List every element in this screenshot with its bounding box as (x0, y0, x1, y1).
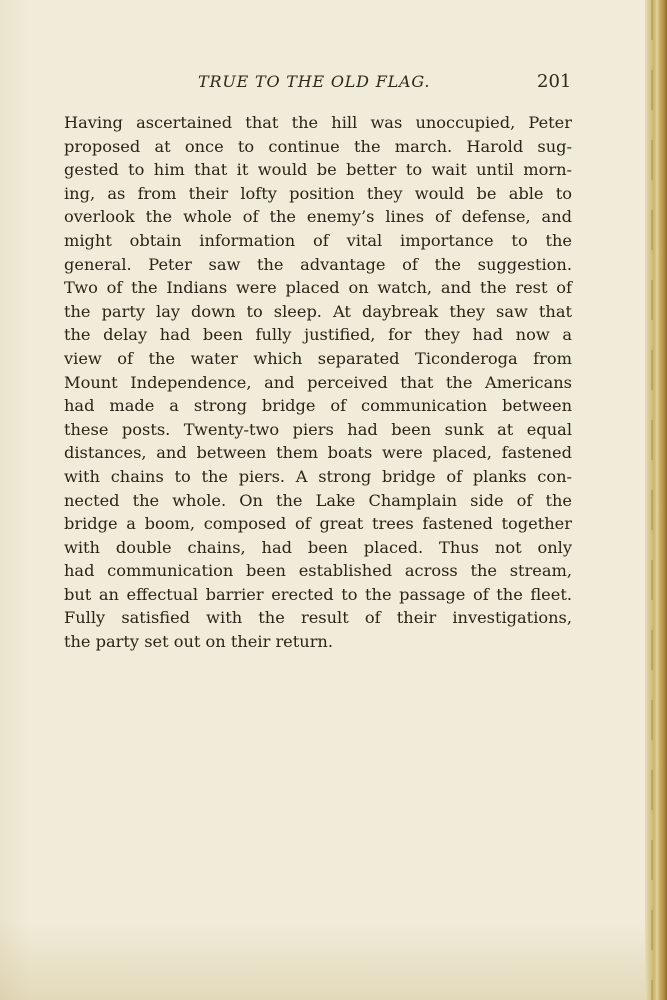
gilt-page-edge (645, 0, 667, 1000)
text-line: view of the water which separated Ticonderoga from (64, 348, 572, 368)
running-head: TRUE TO THE OLD FLAG. (198, 72, 431, 91)
text-line: Mount Independence, and perceived that the Americans (64, 372, 572, 392)
text-line: distances, and between them boats were placed, fastened (64, 443, 572, 463)
text-line: proposed at once to continue the march. Harold sug- (64, 136, 572, 156)
text-line: the delay had been fully justified, for they had now a (64, 325, 572, 345)
text-line: had made a strong bridge of communication between (64, 396, 572, 416)
text-line: but an effectual barrier erected to the passage of the fleet. (64, 584, 572, 604)
text-line: might obtain information of vital importance to the (64, 230, 572, 250)
text-line: the party lay down to sleep. At daybreak they saw that (64, 301, 572, 321)
page-number: 201 (537, 71, 572, 92)
text-line: had communication been established across the stream, (64, 561, 572, 581)
text-line: Two of the Indians were placed on watch, and the rest of (64, 278, 572, 298)
text-line: these posts. Twenty-two piers had been sunk at equal (64, 419, 572, 439)
text-line: with chains to the piers. A strong bridge of planks con- (64, 466, 572, 486)
text-line: overlook the whole of the enemy’s lines of defense, and (64, 207, 572, 227)
text-line: gested to him that it would be better to wait until morn- (64, 160, 572, 180)
text-line: Having ascertained that the hill was unoccupied, Peter (64, 113, 572, 132)
text-line: with double chains, had been placed. Thus not only (64, 537, 572, 557)
text-line: bridge a boom, composed of great trees fastened together (64, 514, 572, 534)
text-line: the party set out on their return. (64, 632, 334, 652)
body-paragraph (64, 111, 572, 654)
text-line: Fully satisfied with the result of their investigations, (64, 608, 572, 628)
text-line: nected the whole. On the Lake Champlain side of the (64, 490, 572, 510)
text-line: ing, as from their lofty position they would be able to (64, 183, 572, 203)
text-line: general. Peter saw the advantage of the suggestion. (64, 254, 572, 274)
